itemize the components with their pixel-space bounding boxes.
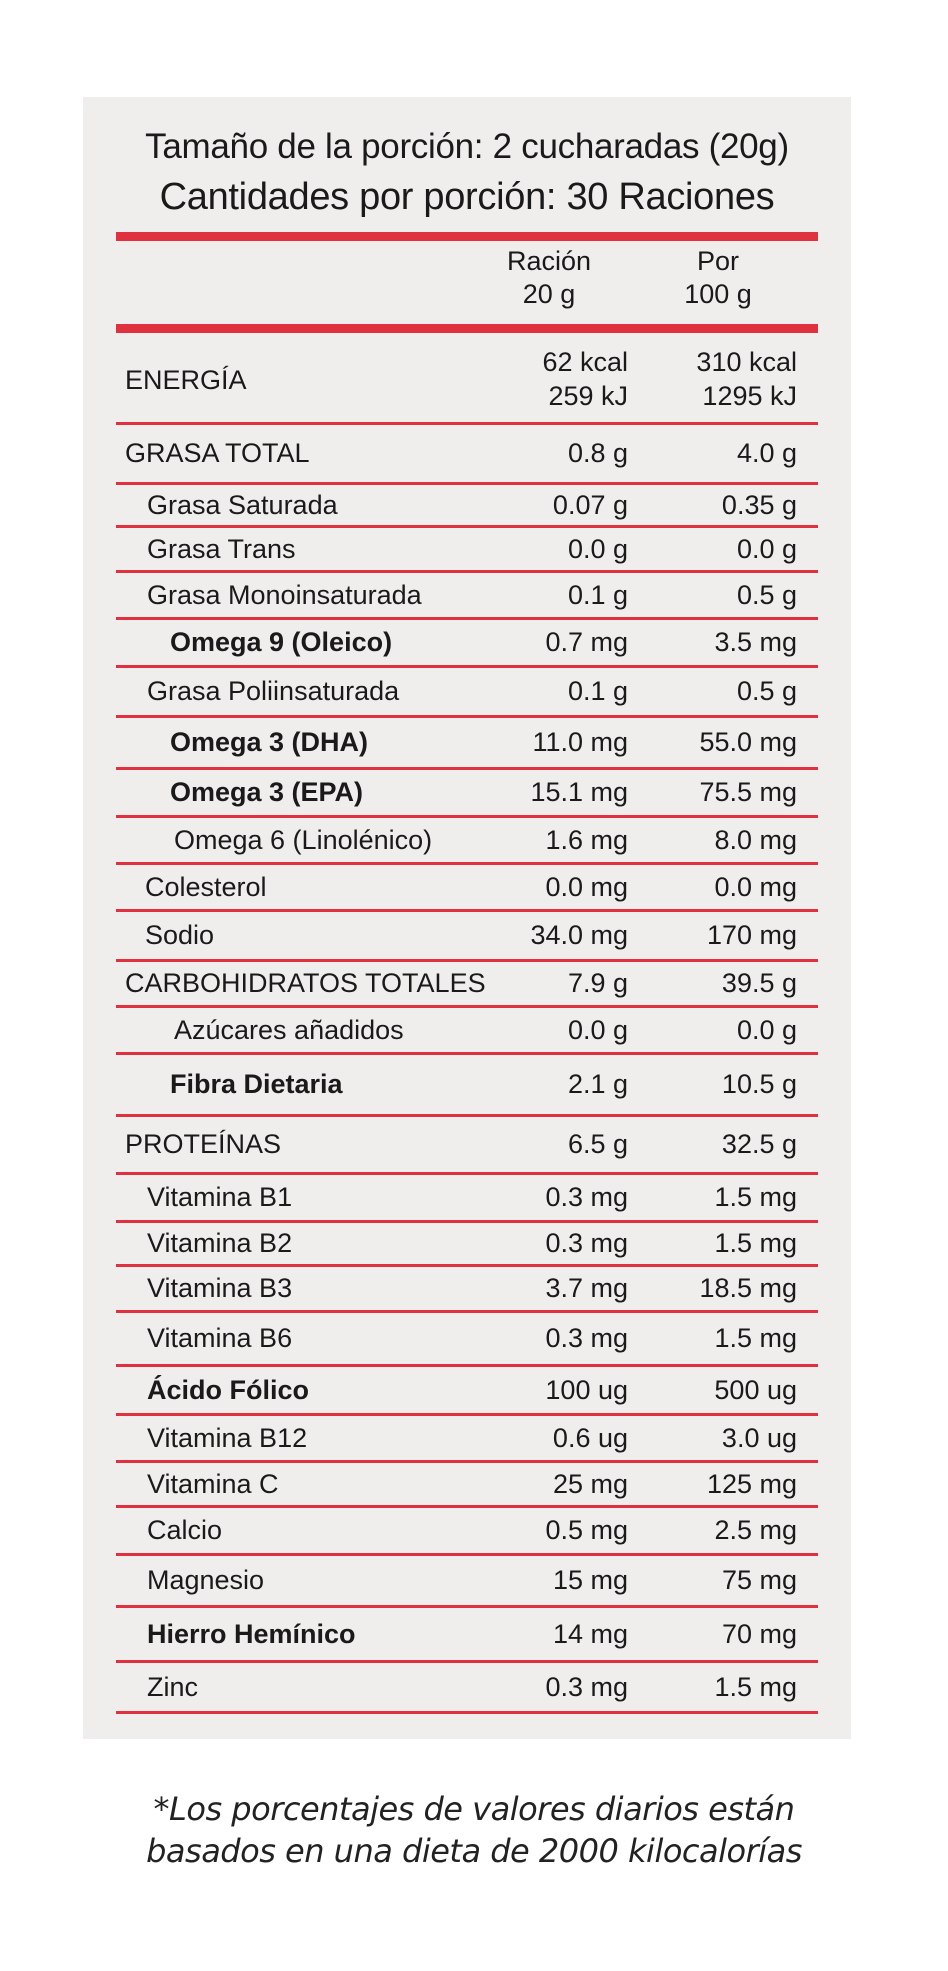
table-row xyxy=(116,425,818,482)
serving-value: 0.07 g xyxy=(552,490,628,520)
serving-value: 0.3 mg xyxy=(545,1672,628,1702)
nutrient-label: Vitamina B12 xyxy=(147,1423,308,1453)
energy-row xyxy=(116,345,818,415)
nutrient-label: Grasa Monoinsaturada xyxy=(147,580,422,610)
serving-value: 34.0 mg xyxy=(530,920,628,950)
nutrient-label: Omega 6 (Linolénico) xyxy=(174,825,433,855)
per100-value: 70 mg xyxy=(721,1619,797,1649)
table-row xyxy=(116,865,818,909)
nutrient-label: Fibra Dietaria xyxy=(170,1069,343,1099)
nutrient-label: Vitamina B1 xyxy=(147,1182,293,1212)
nutrient-label: Azúcares añadidos xyxy=(174,1015,404,1045)
per100-value: 0.0 mg xyxy=(714,872,797,902)
per100-value: 10.5 g xyxy=(721,1069,797,1099)
per100-value: 500 ug xyxy=(714,1375,797,1405)
serving-value: 0.0 g xyxy=(567,1015,628,1045)
serving-size-heading: Tamaño de la porción: 2 cucharadas (20g) xyxy=(145,127,789,166)
nutrient-label: Calcio xyxy=(147,1515,223,1545)
serving-value: 0.8 g xyxy=(567,438,628,468)
nutrient-label: Grasa Saturada xyxy=(147,490,338,520)
serving-value: 11.0 mg xyxy=(532,727,628,757)
nutrient-label: Vitamina B6 xyxy=(147,1323,293,1353)
nutrient-label: Magnesio xyxy=(147,1565,265,1595)
serving-value: 0.0 g xyxy=(567,534,628,564)
energy-per100-kj: 1295 kJ xyxy=(702,381,797,411)
nutrient-label: CARBOHIDRATOS TOTALES xyxy=(125,968,486,998)
serving-value: 0.0 mg xyxy=(545,872,628,902)
table-row xyxy=(116,1556,818,1605)
table-row xyxy=(116,1313,818,1364)
nutrient-label: Vitamina B2 xyxy=(147,1228,293,1258)
nutrient-label: Ácido Fólico xyxy=(147,1375,309,1405)
table-row xyxy=(116,1416,818,1460)
serving-value: 100 ug xyxy=(545,1375,628,1405)
serving-value: 7.9 g xyxy=(567,968,628,998)
per100-value: 39.5 g xyxy=(721,968,797,998)
nutrient-label: Omega 3 (EPA) xyxy=(170,777,364,807)
table-row xyxy=(116,1117,818,1172)
footnote xyxy=(0,1788,948,1872)
nutrient-label: Omega 3 (DHA) xyxy=(170,727,369,757)
serving-value: 1.6 mg xyxy=(545,825,628,855)
column-header-serving-amount: 20 g xyxy=(522,279,576,309)
table-row xyxy=(116,1608,818,1660)
nutrient-label: Sodio xyxy=(145,920,215,950)
serving-value: 0.1 g xyxy=(567,676,628,706)
table-row xyxy=(116,573,818,617)
table-row xyxy=(116,1175,818,1220)
column-header-per100 xyxy=(633,245,803,311)
per100-value: 1.5 mg xyxy=(714,1228,797,1258)
nutrient-label: GRASA TOTAL xyxy=(125,438,310,468)
nutrient-label: Grasa Poliinsaturada xyxy=(147,676,400,706)
energy-per100-kcal: 310 kcal xyxy=(696,347,797,377)
serving-value: 6.5 g xyxy=(567,1129,628,1159)
per100-value: 1.5 mg xyxy=(714,1182,797,1212)
table-row xyxy=(116,668,818,715)
footnote-line-2: basados en una dieta de 2000 kilocalorías xyxy=(146,1832,802,1870)
per100-value: 32.5 g xyxy=(721,1129,797,1159)
nutrient-label: Omega 9 (Oleico) xyxy=(170,627,393,657)
per100-value: 3.0 ug xyxy=(721,1423,797,1453)
energy-serving-kcal: 62 kcal xyxy=(542,347,628,377)
nutrient-label: Vitamina C xyxy=(147,1469,279,1499)
nutrition-facts-panel xyxy=(83,97,851,1739)
serving-value: 2.1 g xyxy=(567,1069,628,1099)
table-row xyxy=(116,1223,818,1264)
table-row xyxy=(116,818,818,862)
table-row xyxy=(116,1663,818,1711)
per100-value: 0.0 g xyxy=(736,534,797,564)
nutrient-label: Vitamina B3 xyxy=(147,1273,293,1303)
table-row xyxy=(116,1463,818,1505)
energy-label: ENERGÍA xyxy=(125,365,247,395)
servings-heading: Cantidades por porción: 30 Raciones xyxy=(159,176,775,218)
serving-value: 0.5 mg xyxy=(545,1515,628,1545)
per100-value: 0.0 g xyxy=(736,1015,797,1045)
nutrient-label: Grasa Trans xyxy=(147,534,296,564)
per100-value: 55.0 mg xyxy=(699,727,797,757)
table-row xyxy=(116,1508,818,1553)
per100-value: 75 mg xyxy=(721,1565,797,1595)
table-row xyxy=(116,485,818,525)
per100-value: 0.5 g xyxy=(736,580,797,610)
energy-serving-value xyxy=(542,345,628,413)
column-header-per100-amount: 100 g xyxy=(684,279,752,309)
energy-serving-kj: 259 kJ xyxy=(548,381,628,411)
per100-value: 75.5 mg xyxy=(699,777,797,807)
nutrient-label: Colesterol xyxy=(145,872,267,902)
table-row xyxy=(116,770,818,815)
per100-value: 2.5 mg xyxy=(714,1515,797,1545)
table-row xyxy=(116,1008,818,1052)
nutrient-label: Hierro Hemínico xyxy=(147,1619,356,1649)
serving-value: 25 mg xyxy=(552,1469,628,1499)
serving-value: 0.1 g xyxy=(567,580,628,610)
table-row xyxy=(116,718,818,767)
serving-value: 15.1 mg xyxy=(530,777,628,807)
serving-value: 3.7 mg xyxy=(545,1273,628,1303)
table-row xyxy=(116,1367,818,1413)
per100-value: 170 mg xyxy=(706,920,797,950)
table-row xyxy=(116,620,818,665)
nutrient-label: PROTEÍNAS xyxy=(125,1129,282,1159)
per100-value: 4.0 g xyxy=(736,438,797,468)
nutrient-label: Zinc xyxy=(147,1672,199,1702)
serving-value: 0.6 ug xyxy=(552,1423,628,1453)
column-header-serving-label: Ración xyxy=(506,246,592,276)
per100-value: 18.5 mg xyxy=(699,1273,797,1303)
table-row xyxy=(116,1267,818,1310)
serving-value: 0.3 mg xyxy=(545,1323,628,1353)
row-divider xyxy=(116,1711,818,1714)
footnote-line-1: *Los porcentajes de valores diarios están xyxy=(153,1790,795,1828)
per100-value: 3.5 mg xyxy=(714,627,797,657)
energy-per100-value xyxy=(696,345,797,413)
table-row xyxy=(116,912,818,959)
column-header-per100-label: Por xyxy=(696,246,740,276)
serving-value: 15 mg xyxy=(552,1565,628,1595)
serving-value: 0.3 mg xyxy=(545,1182,628,1212)
per100-value: 8.0 mg xyxy=(714,825,797,855)
serving-value: 14 mg xyxy=(552,1619,628,1649)
per100-value: 125 mg xyxy=(706,1469,797,1499)
per100-value: 1.5 mg xyxy=(714,1672,797,1702)
per100-value: 0.35 g xyxy=(721,490,797,520)
header-divider-top xyxy=(116,232,818,241)
header-divider-bottom xyxy=(116,324,818,333)
table-row xyxy=(116,962,818,1005)
serving-value: 0.3 mg xyxy=(545,1228,628,1258)
serving-value: 0.7 mg xyxy=(545,627,628,657)
per100-value: 0.5 g xyxy=(736,676,797,706)
table-row xyxy=(116,528,818,570)
per100-value: 1.5 mg xyxy=(714,1323,797,1353)
column-header-serving xyxy=(464,245,634,311)
table-row xyxy=(116,1055,818,1114)
